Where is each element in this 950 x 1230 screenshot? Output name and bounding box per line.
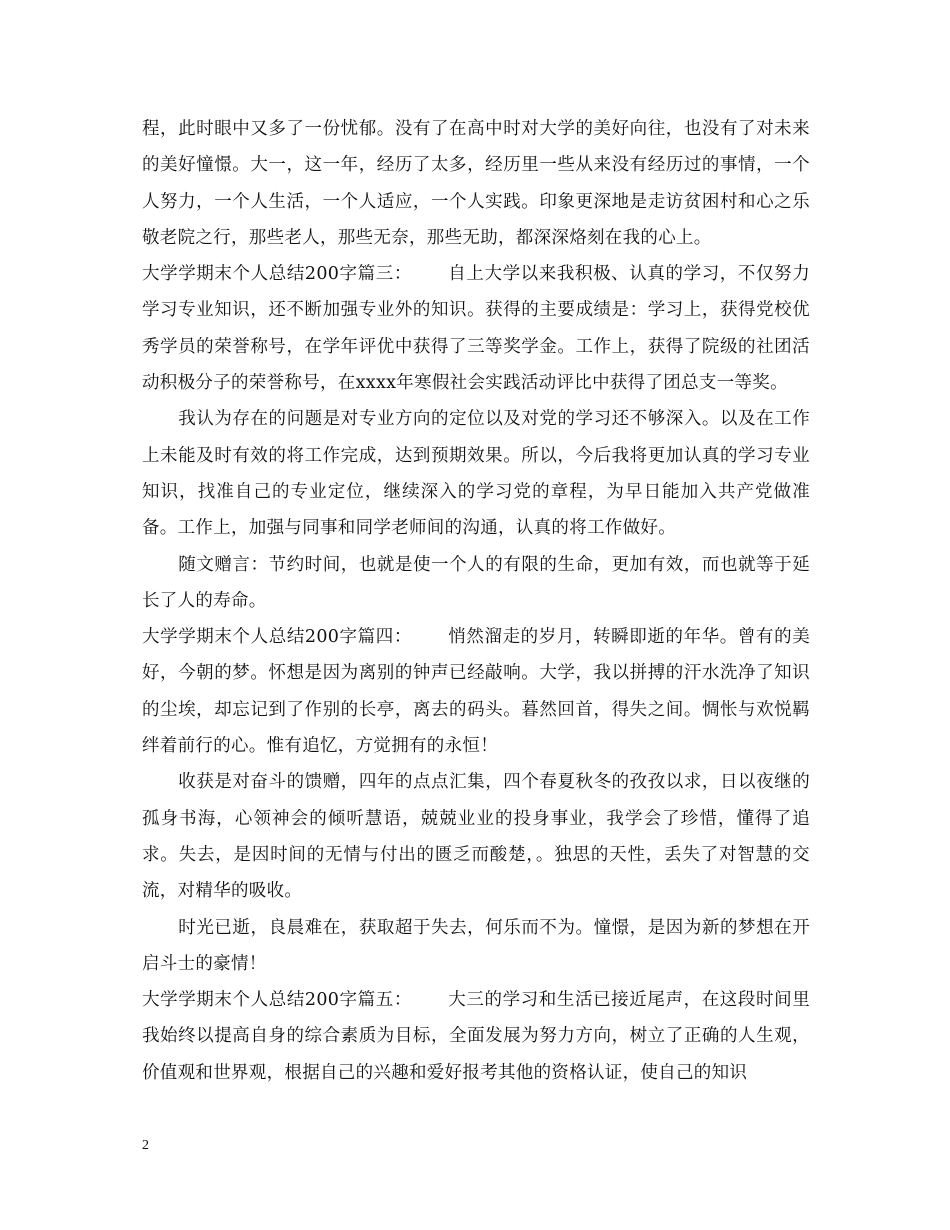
section-heading-five: 大学学期末个人总结200字篇五： xyxy=(142,990,412,1011)
section-heading-three: 大学学期末个人总结200字篇三： xyxy=(142,264,412,285)
paragraph-motto xyxy=(142,547,810,620)
paragraph-problems xyxy=(142,401,810,546)
paragraph-text: 时光已逝，良晨难在，获取超于失去，何乐而不为。憧憬，是因为新的梦想在开启斗士的豪情！ xyxy=(142,917,810,974)
paragraph-continuation: 程，此时眼中又多了一份忧郁。没有了在高中时对大学的美好向往，也没有了对未来的美好憧憬。大一，这一年，经历了太多，经历里一些从来没有经历过的事情，一个人努力，一个人生活，一个人适应，一个人实践。印象更深地是走访贫困村和心之乐敬老院之行，那些老人，那些无奈，那些无助，都深深烙刻在我的心上。 xyxy=(142,119,810,248)
paragraph-text: 我认为存在的问题是对专业方向的定位以及对党的学习还不够深入。以及在工作上未能及时有效的将工作完成，达到预期效果。所以，今后我将更加认真的学习专业知识，找准自己的专业定位，继续深入的学习党的章程，为早日能加入共产党做准备。工作上，加强与同事和同学老师间的沟通，认真的将工作做好。 xyxy=(142,409,810,539)
section-heading-four: 大学学期末个人总结200字篇四： xyxy=(142,627,412,648)
paragraph-text: 收获是对奋斗的馈赠，四年的点点汇集，四个春夏秋冬的孜孜以求，日以夜继的孤身书海，心领神会的倾听慧语，兢兢业业的投身事业，我学会了珍惜，懂得了追求。失去，是因时间的无情与付出的匮乏而酸楚，。独思的天性，丢失了对智慧的交流，对精华的吸收。 xyxy=(142,772,810,902)
section-text-three: 自上大学以来我积极、认真的学习，不仅努力学习专业知识，还不断加强专业外的知识。获得的主要成绩是：学习上，获得党校优秀学员的荣誉称号，在学年评优中获得了三等奖学金。工作上，获得了院级的社团活动积极分子的荣誉称号，在xxxx年寒假社会实践活动评比中获得了团总支一等奖。 xyxy=(142,264,811,394)
section-text-five: 大三的学习和生活已接近尾声，在这段时间里我始终以提高自身的综合素质为目标，全面发展为努力方向，树立了正确的人生观，价值观和世界观，根据自己的兴趣和爱好报考其他的资格认证，使自己的知识 xyxy=(142,990,811,1083)
section-four xyxy=(142,619,810,764)
section-text-four: 悄然溜走的岁月，转瞬即逝的年华。曾有的美好，今朝的梦。怀想是因为离别的钟声已经敲响。大学，我以拼搏的汗水洗净了知识的尘埃，却忘记到了作别的长亭，离去的码头。暮然回首，得失之间。惆怅与欢悦羁绊着前行的心。惟有追忆，方觉拥有的永恒！ xyxy=(142,627,811,757)
paragraph-harvest xyxy=(142,764,810,909)
page-number: 2 xyxy=(142,1138,149,1153)
paragraph-text: 随文赠言：节约时间，也就是使一个人的有限的生命，更加有效，而也就等于延长了人的寿命。 xyxy=(142,554,810,611)
section-five xyxy=(142,982,810,1091)
paragraph-time xyxy=(142,910,810,983)
document-body xyxy=(142,111,810,1091)
section-three xyxy=(142,256,810,401)
